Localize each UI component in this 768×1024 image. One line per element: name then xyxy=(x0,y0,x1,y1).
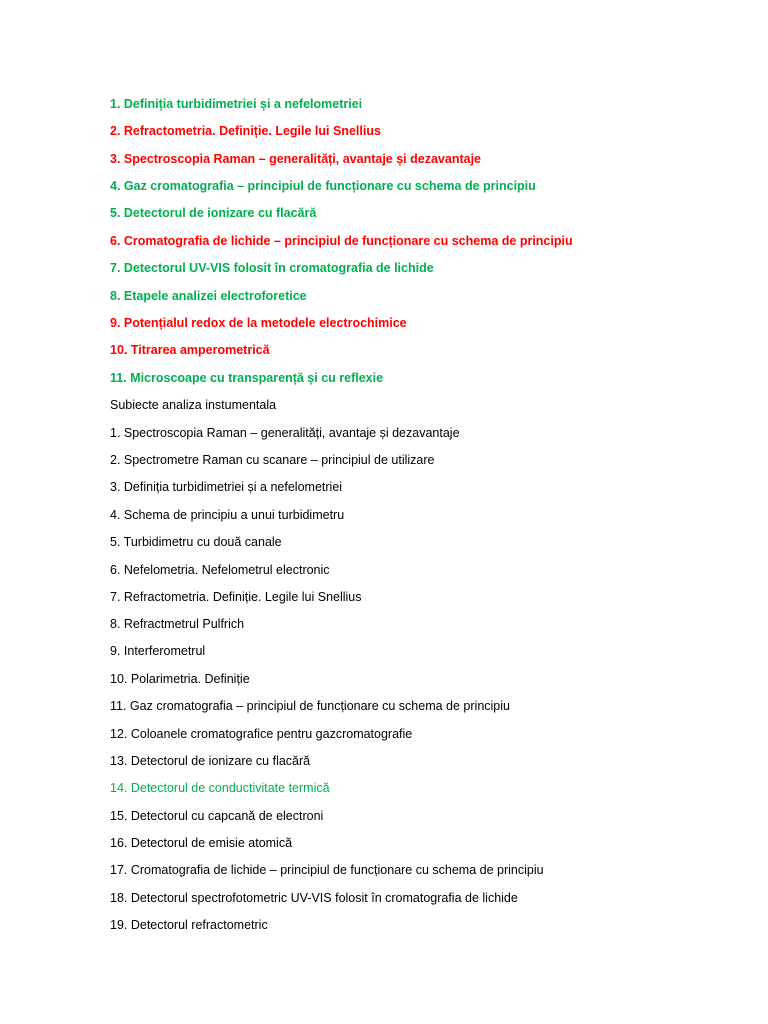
subject-item-1: 1. Spectroscopia Raman – generalități, avantaje și dezavantaje xyxy=(110,426,460,440)
priority-item-11: 11. Microscoape cu transparență și cu reflexie xyxy=(110,371,384,385)
priority-item-1: 1. Definiția turbidimetriei și a nefelometriei xyxy=(110,97,363,111)
subject-item-3: 3. Definiția turbidimetriei și a nefelometriei xyxy=(110,480,343,494)
subject-item-5: 5. Turbidimetru cu două canale xyxy=(110,535,282,549)
subject-item-8: 8. Refractmetrul Pulfrich xyxy=(110,617,245,631)
priority-item-5: 5. Detectorul de ionizare cu flacără xyxy=(110,206,317,220)
priority-item-9: 9. Potențialul redox de la metodele electrochimice xyxy=(110,316,407,330)
subject-item-11: 11. Gaz cromatografia – principiul de funcționare cu schema de principiu xyxy=(110,699,510,713)
subject-item-16: 16. Detectorul de emisie atomică xyxy=(110,836,293,850)
subject-item-13: 13. Detectorul de ionizare cu flacără xyxy=(110,754,311,768)
subject-item-9: 9. Interferometrul xyxy=(110,644,206,658)
subject-item-7: 7. Refractometria. Definiție. Legile lui Snellius xyxy=(110,590,362,604)
subject-item-6: 6. Nefelometria. Nefelometrul electronic xyxy=(110,563,330,577)
priority-item-3: 3. Spectroscopia Raman – generalități, avantaje și dezavantaje xyxy=(110,152,481,166)
subject-item-2: 2. Spectrometre Raman cu scanare – principiul de utilizare xyxy=(110,453,435,467)
subject-item-17: 17. Cromatografia de lichide – principiul de funcționare cu schema de principiu xyxy=(110,863,544,877)
priority-item-2: 2. Refractometria. Definiție. Legile lui Snellius xyxy=(110,124,381,138)
subject-item-10: 10. Polarimetria. Definiție xyxy=(110,672,250,686)
subject-item-18: 18. Detectorul spectrofotometric UV-VIS folosit în cromatografia de lichide xyxy=(110,891,518,905)
subject-item-15: 15. Detectorul cu capcană de electroni xyxy=(110,809,324,823)
priority-item-6: 6. Cromatografia de lichide – principiul de funcționare cu schema de principiu xyxy=(110,234,573,248)
priority-item-7: 7. Detectorul UV-VIS folosit în cromatografia de lichide xyxy=(110,261,434,275)
subject-item-4: 4. Schema de principiu a unui turbidimetru xyxy=(110,508,345,522)
subject-item-12: 12. Coloanele cromatografice pentru gazcromatografie xyxy=(110,727,413,741)
subject-item-19: 19. Detectorul refractometric xyxy=(110,918,268,932)
priority-item-4: 4. Gaz cromatografia – principiul de funcționare cu schema de principiu xyxy=(110,179,536,193)
priority-item-8: 8. Etapele analizei electroforetice xyxy=(110,289,307,303)
section-title: Subiecte analiza instumentala xyxy=(110,398,277,412)
priority-item-10: 10. Titrarea amperometrică xyxy=(110,343,270,357)
subject-item-14: 14. Detectorul de conductivitate termică xyxy=(110,781,330,795)
